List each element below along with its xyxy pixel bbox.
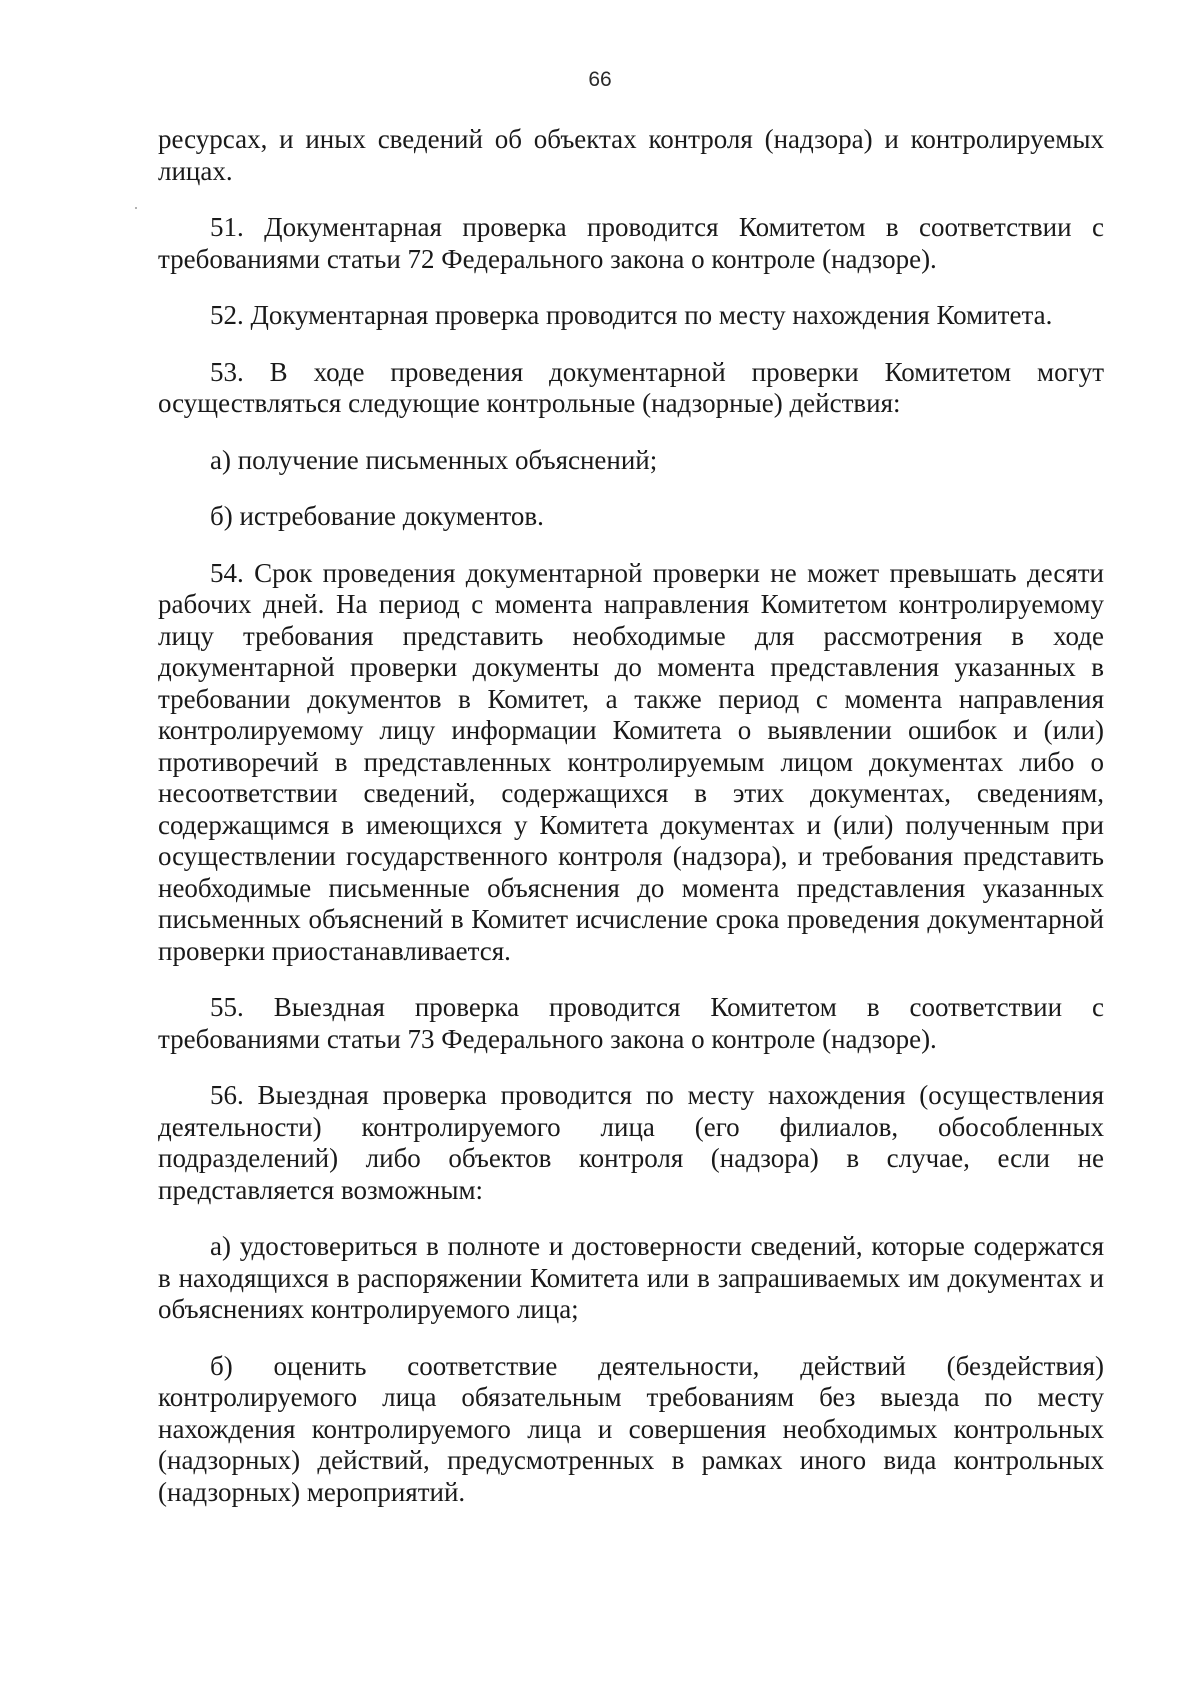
paragraph-52: 52. Документарная проверка проводится по месту нахождения Комитета. — [210, 300, 1053, 330]
paragraph-53-item-b: б) истребование документов. — [210, 501, 544, 531]
paragraph-51: 51. Документарная проверка проводится Комитетом в соответствии с требованиями статьи 72 Федерального закона о контроле (надзоре). — [158, 212, 1104, 274]
paragraph-53: 53. В ходе проведения документарной проверки Комитетом могут осуществляться следующие контрольные (надзорные) действия: — [158, 356, 1104, 418]
document-body — [158, 124, 1104, 1533]
paragraph-56-item-b: б) оценить соответствие деятельности, действий (бездействия) контролируемого лица обязательным требованиям без выезда по месту нахождения контролируемого лица и совершения необходимых контрольных (надзорных) действий, предусмотренных в рамках иного вида контрольных (надзорных) мероприятий. — [158, 1350, 1104, 1507]
paragraph-56: 56. Выездная проверка проводится по месту нахождения (осуществления деятельности) контролируемого лица (его филиалов, обособленных подразделений) либо объектов контроля (надзора) в случае, если не представляется возможным: — [158, 1080, 1104, 1205]
scan-speck — [135, 207, 137, 209]
paragraph-continuation: ресурсах, и иных сведений об объектах контроля (надзора) и контролируемых лицах. — [158, 124, 1104, 186]
page-number: 66 — [588, 68, 612, 91]
paragraph-53-item-a: а) получение письменных объяснений; — [210, 444, 658, 475]
paragraph-54: 54. Срок проведения документарной проверки не может превышать десяти рабочих дней. На период с момента направления Комитетом контролируемому лицу требования представить необходимые для рассмотрения в ходе документарной проверки документы до момента представления указанных в требовании документов в Комитет, а также период с момента направления контролируемому лицу информации Комитета о выявлении ошибок и (или) противоречий в представленных контролируемым лицом документах либо о несоответствии сведений, содержащихся в этих документах, сведениям, содержащимся в имеющихся у Комитета документах и (или) полученным при осуществлении государственного контроля (надзора), и требования представить необходимые письменные объяснения до момента представления указанных письменных объяснений в Комитет исчисление срока проведения документарной проверки приостанавливается. — [158, 557, 1104, 966]
paragraph-55: 55. Выездная проверка проводится Комитетом в соответствии с требованиями статьи 73 Федерального закона о контроле (надзоре). — [158, 992, 1104, 1054]
paragraph-56-item-a: а) удостовериться в полноте и достоверности сведений, которые содержатся в находящихся в распоряжении Комитета или в запрашиваемых им документах и объяснениях контролируемого лица; — [158, 1231, 1104, 1324]
